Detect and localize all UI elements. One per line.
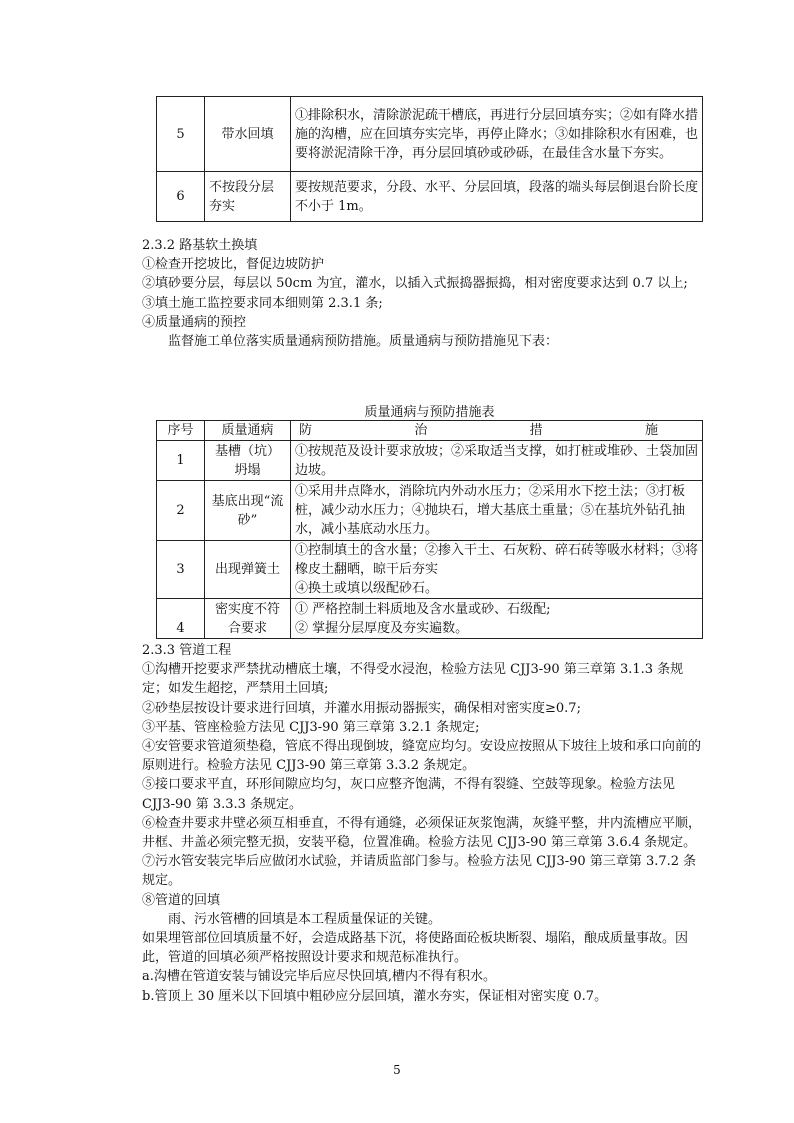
table-row <box>157 481 703 541</box>
header-number: 序号 <box>157 421 205 441</box>
row-number: 3 <box>157 541 205 599</box>
row-number: 5 <box>157 97 205 172</box>
list-item: ⑧管道的回填 <box>142 892 221 908</box>
list-item: ①沟槽开挖要求严禁扰动槽底土壤，不得受水浸泡，检验方法见 CJJ3-90 第三章第 3.1.3 条规定；如发生超挖，严禁用土回填; <box>142 662 684 697</box>
list-item: ③填土施工监控要求同本细则第 2.3.1 条; <box>142 295 383 311</box>
defect-measure: ①采用井点降水，消除坑内外动水压力；②采用水下挖土法；③打板桩，减少动水压力；④抛块石，增大基底土重量；⑤在基坑外钻孔抽水，减小基底动水压力。 <box>291 481 703 541</box>
list-item: ⑦污水管安装完毕后应做闭水试验，并请质监部门参与。检验方法见 CJJ3-90 第三章第 3.7.2 条规定。 <box>142 854 697 889</box>
list-item: ②填砂要分层，每层以 50cm 为宜，灌水，以插入式振捣器振捣，相对密度要求达到 0.7 以上; <box>142 276 688 292</box>
table-row <box>157 541 703 599</box>
section-2-3-3 <box>142 641 702 1006</box>
defect-measure <box>291 541 703 599</box>
row-number: 4 <box>157 599 205 639</box>
header-measure-char: 防 <box>299 423 313 438</box>
header-measure-char: 措 <box>529 423 543 438</box>
page-number: 5 <box>393 1063 401 1077</box>
header-measure <box>291 421 703 441</box>
header-measure-char: 施 <box>644 423 658 438</box>
list-item: ①检查开挖坡比，督促边坡防护 <box>142 257 325 273</box>
table-row <box>157 97 703 172</box>
header-defect: 质量通病 <box>205 421 291 441</box>
sub-item-b: b.管顶上 30 厘米以下回填中粗砂应分层回填，灌水夯实，保证相对密实度 0.7。 <box>142 988 608 1004</box>
sub-item-a: a.沟槽在管道安装与铺设完毕后应尽快回填,槽内不得有积水。 <box>142 969 497 985</box>
defect-measure: 要按规范要求，分段、水平、分层回填，段落的端头每层倒退台阶长度不小于 1m。 <box>291 172 703 222</box>
section-heading: 2.3.3 管道工程 <box>142 643 232 658</box>
defect-name: 密实度不符合要求 <box>205 599 291 639</box>
list-item: ④安管要求管道须垫稳，管底不得出现倒坡，缝宽应均匀。安设应按照从下坡往上坡和承口向前的原则进行。检验方法见 CJJ3-90 第三章第 3.3.2 条规定。 <box>142 739 702 774</box>
list-item: ⑤接口要求平直，环形间隙应均匀，灰口应整齐饱满，不得有裂缝、空鼓等现象。检验方法见 CJJ3-90 第 3.3.3 条规定。 <box>142 777 676 812</box>
measure-line: ① 严格控制土料质地及含水量或砂、石级配; <box>295 601 551 617</box>
row-number: 2 <box>157 481 205 541</box>
list-item: ②砂垫层按设计要求进行回填，并灌水用振动器振实，确保相对密实度≥0.7; <box>142 700 581 716</box>
row-number: 6 <box>157 172 205 222</box>
defect-name: 基底出现“流砂” <box>205 481 291 541</box>
measure-line: ② 掌握分层厚度及夯实遍数。 <box>295 620 469 636</box>
section-2-3-2 <box>142 236 702 351</box>
measure-line: ④换土或填以级配砂石。 <box>295 581 439 596</box>
defect-name: 出现弹簧土 <box>205 541 291 599</box>
quality-defects-table <box>156 420 703 639</box>
defect-name: 带水回填 <box>205 97 291 172</box>
header-measure-char: 治 <box>414 423 428 438</box>
list-item: ⑥检查井要求井壁必须互相垂直，不得有通缝，必须保证灰浆饱满，灰缝平整，井内流槽应平顺，井框、井盖必须完整无损，安装平稳，位置准确。检验方法见 CJJ3-90 第三章第 3.6.4 条规定。 <box>142 815 702 851</box>
measure-line: ①控制填土的含水量；②掺入干土、石灰粉、碎石砖等吸水材料；③将橡皮土翻晒，晾干后夯实 <box>295 543 699 577</box>
table-row <box>157 172 703 222</box>
defect-measure: ①按规范及设计要求放坡；②采取适当支撑，如打桩或堆砂、土袋加固边坡。 <box>291 441 703 481</box>
paragraph: 雨、污水管槽的回填是本工程质量保证的关键。 <box>168 911 442 927</box>
section-heading: 2.3.2 路基软土换填 <box>142 238 258 253</box>
list-item: ④质量通病的预控 <box>142 314 247 330</box>
backfill-defects-table <box>156 96 703 222</box>
defect-measure <box>291 599 703 639</box>
paragraph: 如果埋管部位回填质量不好，会造成路基下沉，将使路面砼板块断裂、塌陷，酿成质量事故。因此，管道的回填必须严格按照设计要求和规范标准执行。 <box>142 931 689 966</box>
table-row <box>157 599 703 639</box>
row-number: 1 <box>157 441 205 481</box>
table-header-row <box>157 421 703 441</box>
table-caption: 质量通病与预防措施表 <box>364 405 495 420</box>
list-item: ③平基、管座检验方法见 CJJ3-90 第三章第 3.2.1 条规定; <box>142 719 480 735</box>
defect-name: 基槽（坑）坍塌 <box>205 441 291 481</box>
intro-paragraph: 监督施工单位落实质量通病预防措施。质量通病与预防措施见下表： <box>168 334 559 350</box>
defect-name: 不按段分层夯实 <box>205 172 291 222</box>
defect-measure: ①排除积水，清除淤泥疏干槽底，再进行分层回填夯实；②如有降水措施的沟槽，应在回填夯实完毕，再停止降水；③如排除积水有困难，也要将淤泥清除干净，再分层回填砂或砂砾，在最佳含水量下夯实。 <box>291 97 703 172</box>
table-row <box>157 441 703 481</box>
